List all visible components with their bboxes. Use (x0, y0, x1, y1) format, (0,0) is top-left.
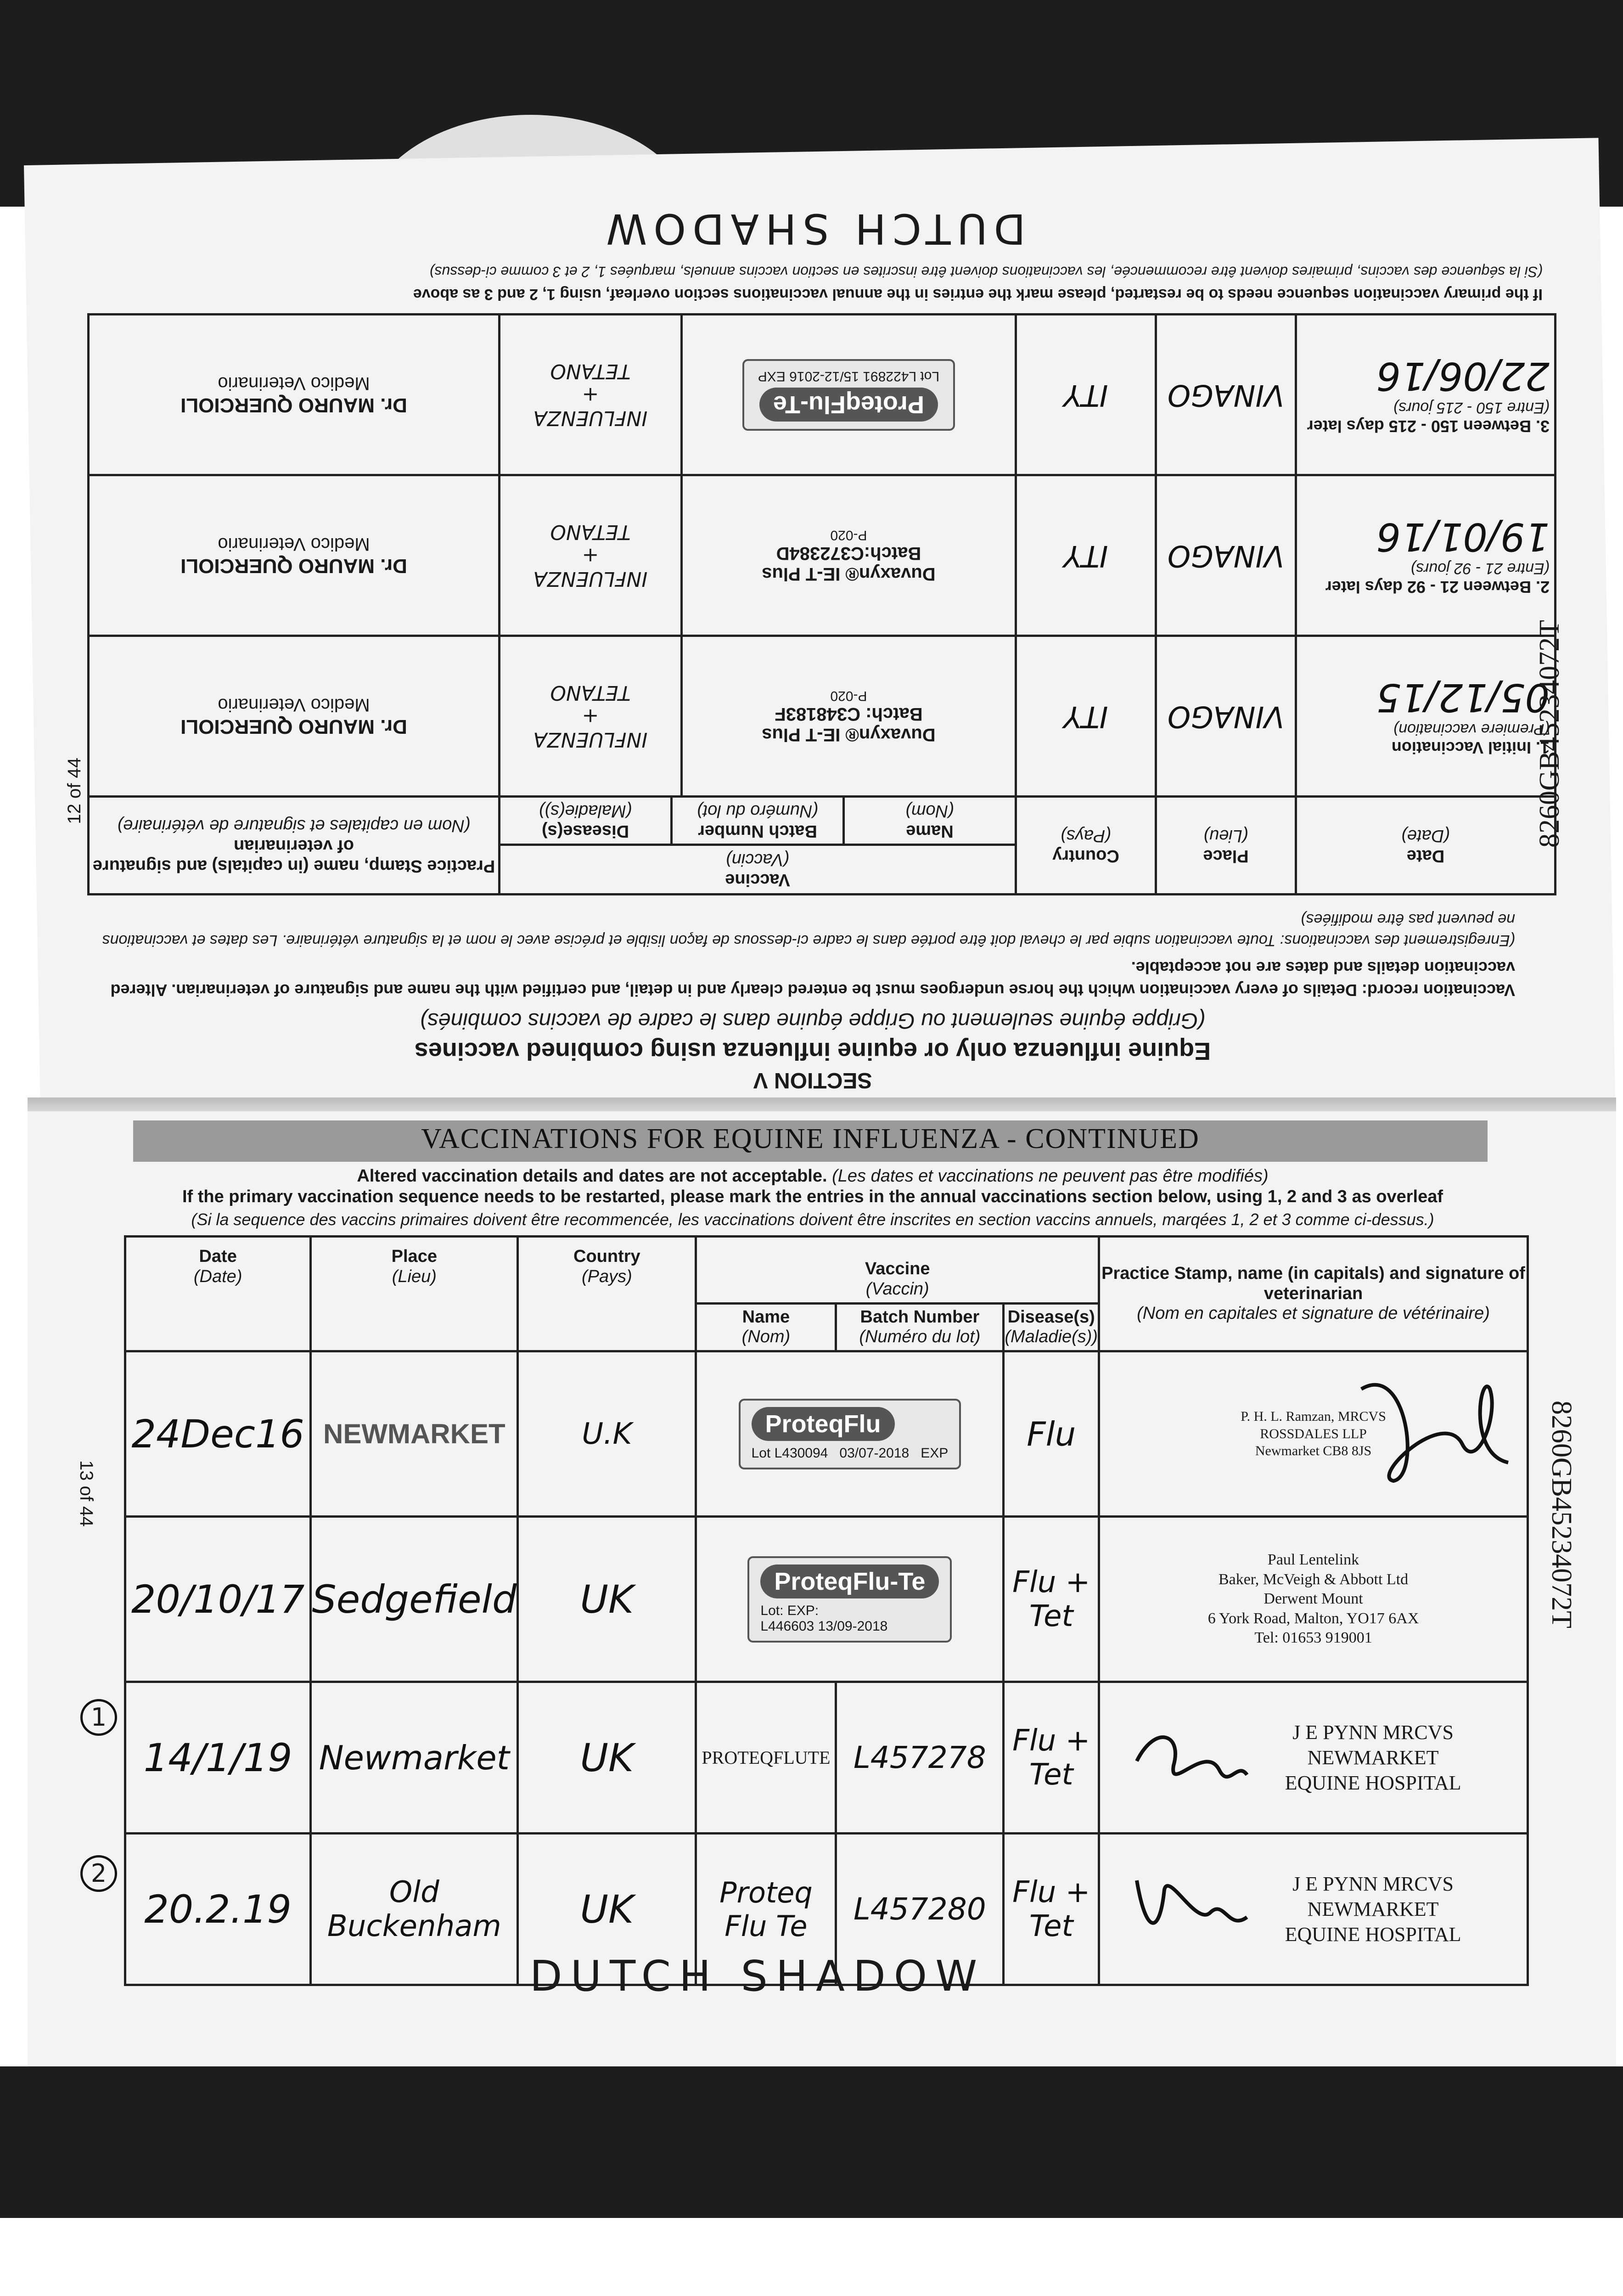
upper-row-2-date: 19/01/16 (1376, 514, 1550, 560)
lower-row-2-vaccine-label: ProteqFlu-Te Lot: EXP: L446603 13/09-2018 (696, 1517, 1004, 1682)
lower-row-2-place: Sedgefield (312, 1576, 517, 1622)
lower-row-3-date: 14/1/19 (143, 1735, 292, 1780)
upper-row-3: 3. Between 150 - 215 days later (Entre 150 - 215 jours) 22/06/16 VINAGO ITY ProteqFlu-Te Lot L422891 15/12-2016 EXP INFLUENZA + TETANO Dr. MAURO QUERCIOLI Medico Veterinario (89, 315, 1556, 475)
lower-row-4-country: UK (580, 1886, 634, 1932)
lower-row-3-country: UK (580, 1735, 634, 1780)
lower-row-3-stamp: J E PYNN MRCVS NEWMARKET EQUINE HOSPITAL (1099, 1682, 1528, 1834)
signature-scribble (1128, 1715, 1256, 1807)
lower-vaccination-table (124, 1235, 1529, 1986)
lower-row-1-place: NEWMARKET (323, 1418, 505, 1449)
lower-row-4-disease: Flu + Tet (1012, 1875, 1090, 1943)
lower-horse-id: 8260GB45234072T (1546, 1401, 1577, 1628)
upper-row-1-stamp: Dr. MAURO QUERCIOLI Medico Veterinario (89, 636, 500, 797)
upper-restart-note-fr: (Si la séquence des vaccins, primaires doivent être recommencée, les vaccinations doivent être inscrites en section vaccins annuels, marquées 1, 2 et 3 comme ci-dessus) (429, 264, 1543, 280)
lower-row-4-stamp: J E PYNN MRCVS NEWMARKET EQUINE HOSPITAL (1099, 1834, 1528, 1985)
horse-name-footer: DUTCH SHADOW (529, 1952, 986, 2001)
upper-horse-name: DUTCH SHADOW (600, 204, 1026, 253)
section-title-fr: (Grippe équine seulement ou Grippe équine dans le cadre de vaccins combinés) (420, 1008, 1206, 1033)
lower-row-1-disease: Flu (1027, 1414, 1076, 1453)
record-note: Vaccination record: Details of every vaccination which the horse undergoes must be entered clearly and in detail, and certified with the name and signature of veterinarian. Altered vaccination details and dates are not acceptable. (110, 958, 1515, 1000)
lower-banner-text: VACCINATIONS FOR EQUINE INFLUENZA - CONTINUED (421, 1123, 1200, 1154)
upper-row-3-stamp: Dr. MAURO QUERCIOLI Medico Veterinario (89, 315, 500, 475)
upper-row-1-country: ITY (1063, 699, 1108, 733)
lower-page-number: 13 of 44 (76, 1460, 96, 1527)
lower-note-2: If the primary vaccination sequence needs to be restarted, please mark the entries in the annual vaccinations section below, using 1, 2 and 3 as overleaf (182, 1187, 1443, 1206)
upper-page-number: 12 of 44 (64, 758, 84, 824)
lower-row-2-date: 20/10/17 (131, 1576, 305, 1622)
lower-row-3-disease: Flu + Tet (1012, 1723, 1090, 1792)
upper-row-1-place: VINAGO (1167, 699, 1285, 733)
upper-horse-id: 8260GB45234072T (1534, 620, 1565, 848)
header-vaccine: Vaccine (Vaccin) Name (Nom) Batch Number (Numéro du lot) Disease(s) (Maladie(s)) (696, 1237, 1099, 1351)
lower-row-2-country: UK (580, 1576, 634, 1622)
upper-row-1: 1. Initial Vaccination (Premiere vaccination) 05/12/15 VINAGO ITY Duvaxyn® IE-T Plus Batch: C348183F P-020 INFLUENZA + TETANO Dr. MAURO QUERCIOLI Medico Veterinario (89, 636, 1556, 797)
upper-row-3-place: VINAGO (1167, 377, 1285, 412)
lower-row-1-country: U.K (582, 1417, 632, 1451)
header-date: Date (Date) (1296, 797, 1556, 895)
lower-row-3-batch: L457278 (854, 1740, 986, 1775)
lower-row-2 (125, 1517, 1528, 1682)
lower-note-3: (Si la sequence des vaccins primaires doivent être recommencée, les vaccinations doivent être inscrites en section vaccins annuels, marqées 1, 2 et 3 comme ci-dessus.) (191, 1210, 1434, 1229)
lower-row-2-stamp: Paul Lentelink Baker, McVeigh & Abbott Ltd Derwent Mount 6 York Road, Malton, YO17 6AX Tel: 01653 919001 (1099, 1517, 1528, 1682)
signature-scribble (1352, 1362, 1517, 1499)
upper-row-2-country: ITY (1063, 538, 1108, 573)
scan-bottom-band (0, 2066, 1623, 2218)
lower-row-3 (125, 1682, 1528, 1834)
upper-row-1-vaccine-label: Duvaxyn® IE-T Plus Batch: C348183F P-020 (681, 636, 1016, 797)
lower-row-3-place: Newmarket (319, 1738, 510, 1777)
row-marker-1: 1 (80, 1699, 117, 1736)
lower-row-4-vaccine-name: Proteq Flu Te (719, 1875, 813, 1943)
header-vaccine: Vaccine (Vaccin) Name (Nom) Batch Number (Numéro du lot) Disease(s) (Maladie(s)) (500, 797, 1016, 895)
upper-vaccination-table (87, 313, 1556, 895)
lower-row-3-vaccine-name: PROTEQFLUTE (702, 1747, 831, 1768)
upper-row-2-stamp: Dr. MAURO QUERCIOLI Medico Veterinario (89, 475, 500, 636)
header-country: Country (Pays) (1016, 797, 1156, 895)
section-heading: SECTION V (753, 1068, 872, 1092)
lower-row-1 (125, 1351, 1528, 1517)
lower-row-1-stamp: P. H. L. Ramzan, MRCVS ROSSDALES LLP Newmarket CB8 8JS (1099, 1351, 1528, 1517)
lower-row-4-batch: L457280 (854, 1891, 986, 1927)
header-place: Place (Lieu) (1156, 797, 1296, 895)
section-title: Equine influenza only or equine influenza using combined vaccines (414, 1037, 1211, 1065)
upper-row-3-date: 22/06/16 (1376, 354, 1550, 399)
lower-row-4-date: 20.2.19 (144, 1886, 292, 1932)
lower-row-1-vaccine-label: ProteqFlu Lot L430094 03/07-2018 EXP (696, 1351, 1004, 1517)
upper-row-2-disease: INFLUENZA + TETANO (500, 475, 682, 636)
lower-row-2-disease: Flu + Tet (1012, 1565, 1090, 1633)
upper-row-3-country: ITY (1063, 377, 1108, 412)
signature-scribble (1128, 1862, 1256, 1954)
upper-row-1-date: 05/12/15 (1376, 675, 1550, 720)
upper-page-content (55, 197, 1570, 1102)
header-date: Date (Date) (125, 1237, 311, 1351)
upper-row-3-vaccine-label: ProteqFlu-Te Lot L422891 15/12-2016 EXP (681, 315, 1016, 475)
lower-row-1-date: 24Dec16 (131, 1411, 304, 1457)
header-place: Place (Lieu) (311, 1237, 518, 1351)
row-marker-2: 2 (80, 1855, 117, 1892)
upper-row-1-disease: INFLUENZA + TETANO (500, 636, 682, 797)
upper-row-2-place: VINAGO (1167, 538, 1285, 573)
header-country: Country (Pays) (518, 1237, 696, 1351)
header-stamp: Practice Stamp, name (in capitals) and signature of veterinarian (Nom en capitales et signature de vétérinaire) (89, 797, 500, 895)
lower-note-1: Altered vaccination details and dates are not acceptable. (Les dates et vaccinations ne peuvent pas être modifiés) (357, 1166, 1269, 1186)
record-note-fr: (Enregistrement des vaccinations: Toute vaccination subie par le cheval doit être portée dans le cadre ci-dessous de façon lisible et précise avec le nom et la signature vétérinaire. Les dates et vaccinations ne peuvent pas être modifiées) (102, 911, 1515, 949)
upper-row-2: 2. Between 21 - 92 days later (Entre 21 - 92 jours) 19/01/16 VINAGO ITY Duvaxyn® IE-T Plus Batch:C372384D P-020 INFLUENZA + TETANO Dr. MAURO QUERCIOLI Medico Veterinario (89, 475, 1556, 636)
upper-row-2-vaccine-label: Duvaxyn® IE-T Plus Batch:C372384D P-020 (681, 475, 1016, 636)
upper-row-3-disease: INFLUENZA + TETANO (500, 315, 682, 475)
header-stamp: Practice Stamp, name (in capitals) and signature of veterinarian (Nom en capitales et signature de vétérinaire) (1099, 1237, 1528, 1351)
upper-restart-note: If the primary vaccination sequence needs to be restarted, please mark the entries in the annual vaccinations section overleaf, using 1, 2 and 3 as above (413, 286, 1543, 303)
lower-row-4-place: Old Buckenham (327, 1875, 501, 1943)
